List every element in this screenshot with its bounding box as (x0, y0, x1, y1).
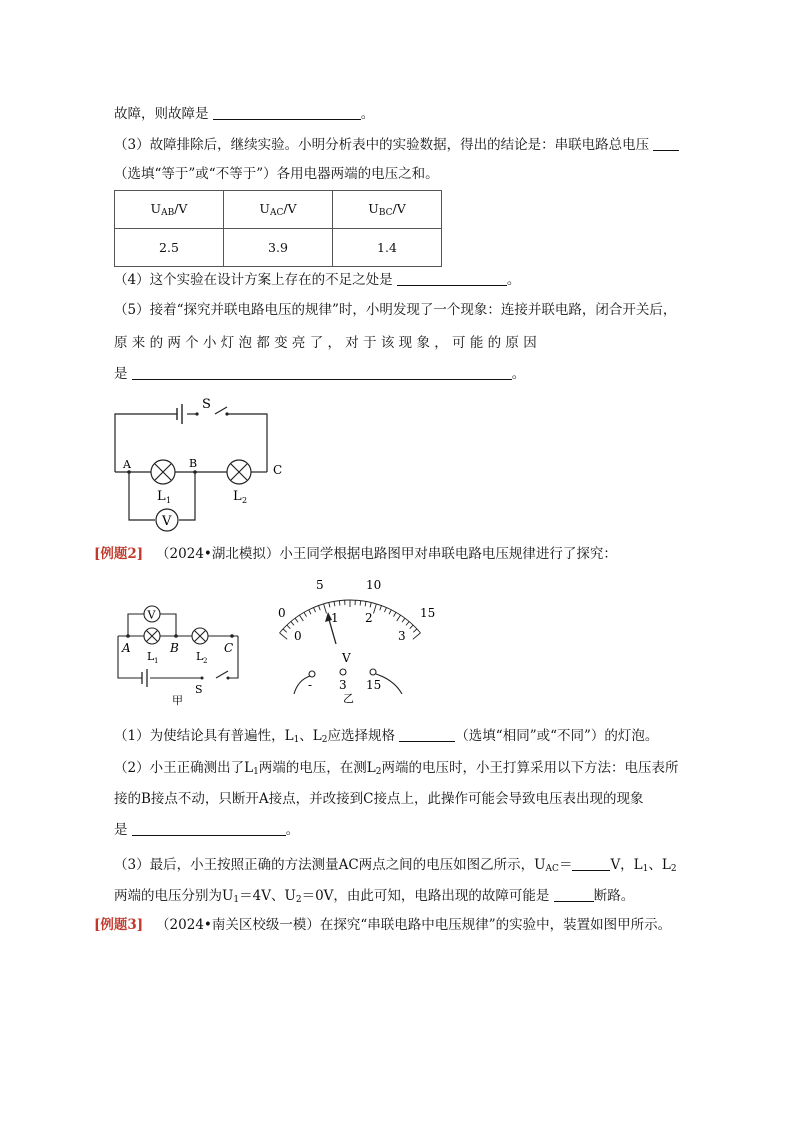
svg-text:15: 15 (420, 606, 436, 620)
dial-tick (413, 629, 417, 632)
answer-blank[interactable] (399, 727, 455, 742)
dial-tick (413, 633, 421, 639)
answer-blank[interactable] (132, 821, 286, 836)
answer-blank[interactable] (554, 887, 594, 902)
svg-text:L: L (147, 650, 155, 663)
q5-line2: 原 来 的 两 个 小 灯 泡 都 变 亮 了 ， 对 于 该 现 象 ， 可 能 的 原 因 (114, 335, 537, 351)
ex2-q1-line: （1）为使结论具有普遍性，$L_1$、$L_2$应选择规格 （选填“相同”或“不同”）的灯泡。 (114, 728, 659, 745)
answer-blank[interactable] (572, 856, 610, 871)
answer-blank[interactable] (397, 271, 507, 286)
answer-blank[interactable] (132, 365, 512, 380)
q2-tail-text: 故障，则故障是 (114, 106, 213, 122)
svg-text:C: C (224, 641, 234, 655)
lamp-l2-icon (192, 628, 208, 644)
voltage-table (114, 190, 442, 267)
svg-text:S: S (202, 397, 211, 412)
dial-tick (309, 610, 311, 614)
dial-tick (324, 604, 327, 614)
dial-tick (314, 608, 316, 613)
ex2-q2-line2: 接的B接点不动，只断开A接点，并改接到C接点上，此操作可能会导致电压表出现的现象 (114, 791, 644, 807)
dial-tick (360, 601, 361, 606)
table-cell: 3.9 (224, 229, 333, 267)
dial-tick (402, 618, 405, 622)
table-header: $U_{AC}/V$ (224, 191, 333, 229)
svg-text:V: V (162, 514, 172, 529)
ex2-q2-line3: 是 。 (114, 822, 300, 838)
svg-text:L: L (233, 489, 242, 504)
svg-text:V: V (342, 651, 351, 665)
table-header-row (115, 191, 442, 229)
lamp-l1-icon (151, 460, 175, 484)
svg-text:5: 5 (316, 578, 324, 592)
dial-tick (295, 618, 298, 622)
dial-tick (287, 625, 290, 629)
dial-tick (389, 610, 391, 614)
ex2-q2-line1: （2）小王正确测出了$L_1$两端的电压，在测$L_2$两端的电压时，小王打算采用以下方法：电压表所 (114, 760, 679, 777)
dial-tick (329, 602, 330, 607)
table-row (115, 229, 442, 267)
dial-tick (365, 601, 366, 606)
q4-line: （4）这个实验在设计方案上存在的不足之处是 。 (114, 272, 521, 288)
dial-tick (394, 612, 397, 616)
svg-text:S: S (195, 683, 203, 696)
dial-tick (304, 612, 307, 616)
svg-text:3: 3 (339, 678, 347, 692)
svg-text:C: C (273, 463, 283, 477)
q3-line1: （3）故障排除后，继续实验。小明分析表中的实验数据，得出的结论是：串联电路总电压 (114, 135, 679, 155)
table-cell: 1.4 (333, 229, 442, 267)
dial-tick (299, 615, 303, 621)
q3-line2: （选填“等于”或“不等于”）各用电器两端的电压之和。 (114, 166, 439, 182)
table-header: $U_{BC}/V$ (333, 191, 442, 229)
dial-tick (319, 606, 321, 611)
svg-text:1: 1 (154, 657, 159, 665)
dial-tick (283, 629, 287, 632)
example2-heading: [例题2] （2024•湖北模拟）小王同学根据电路图甲对串联电路电压规律进行了探究： (94, 546, 617, 562)
answer-blank[interactable] (213, 105, 361, 120)
dial-tick (397, 615, 401, 621)
svg-text:2: 2 (203, 657, 208, 665)
svg-text:A: A (122, 641, 131, 655)
dial-tick (370, 602, 371, 607)
lamp-l1-icon (144, 628, 160, 644)
svg-text:1: 1 (331, 611, 339, 625)
dial-tick (406, 622, 409, 626)
svg-text:1: 1 (166, 496, 172, 505)
example3-heading: [例题3] （2024•南关区校级一模）在探究“串联电路中电压规律”的实验中，装置如图甲所示。 (94, 917, 672, 933)
svg-text:3: 3 (398, 629, 406, 643)
answer-blank[interactable] (653, 136, 679, 151)
q2-tail-line: 故障，则故障是 。 (114, 106, 375, 122)
series-circuit-figure (105, 392, 285, 532)
q5-line3: 是 。 (114, 366, 526, 382)
svg-text:0: 0 (278, 606, 286, 620)
svg-text:L: L (196, 650, 204, 663)
dial-tick (291, 622, 294, 626)
dial-tick (384, 608, 386, 613)
dial-tick (410, 625, 413, 629)
ex2-q3-line1: （3）最后，小王按照正确的方法测量AC两点之间的电压如图乙所示，$U_{AC}= V$，$L_1$、$L_2$ (114, 857, 677, 874)
svg-text:0: 0 (294, 629, 302, 643)
lamp-l2-icon (227, 460, 251, 484)
dial-tick (280, 633, 288, 639)
dial-tick (334, 601, 335, 606)
svg-text:V: V (147, 608, 156, 622)
table-header: $U_{AB}/V$ (115, 191, 224, 229)
svg-text:乙: 乙 (343, 692, 354, 705)
svg-text:-: - (308, 678, 313, 692)
svg-text:2: 2 (242, 496, 248, 505)
svg-text:15: 15 (366, 678, 382, 692)
dial-tick (339, 601, 340, 606)
svg-text:L: L (157, 489, 166, 504)
svg-text:2: 2 (365, 611, 373, 625)
dial-tick (374, 604, 377, 614)
q5-line1: （5）接着“探究并联电路电压的规律”时，小明发现了一个现象：连接并联电路，闭合开关后， (114, 302, 677, 318)
ex2-q3-line2: 两端的电压分别为$U_1=4V$、$U_2=0V$，由此可知，电路出现的故障可能是 断路。 (114, 888, 635, 905)
svg-text:10: 10 (366, 578, 382, 592)
dial-tick (380, 606, 382, 611)
table-cell: 2.5 (115, 229, 224, 267)
svg-text:B: B (189, 457, 198, 470)
svg-text:B: B (170, 641, 179, 655)
svg-text:A: A (123, 458, 131, 471)
svg-text:甲: 甲 (172, 694, 183, 707)
figure-jia-circuit (110, 598, 250, 708)
figure-yi-voltmeter (270, 572, 440, 705)
